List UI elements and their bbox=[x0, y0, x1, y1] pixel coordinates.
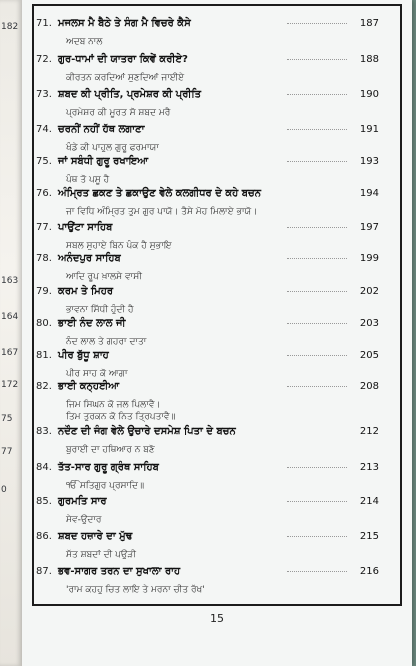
entry-title: ਅਨੰਦਪੁਰ ਸਾਹਿਬ bbox=[58, 253, 121, 264]
page-number: 15 bbox=[210, 612, 224, 625]
dot-leader bbox=[287, 323, 347, 324]
dot-leader bbox=[287, 129, 347, 130]
entry-subtitle: ਬੁਰਾਈ ਦਾ ਹਥਿਆਰ ਨ ਬਣੋ bbox=[66, 445, 155, 455]
entry-title: ਭਾਈ ਨੰਦ ਲਾਲ ਜੀ bbox=[58, 318, 126, 329]
book-page bbox=[22, 0, 412, 666]
entry-number: 87. bbox=[36, 566, 52, 577]
entry-title: ਨਦੌਣ ਦੀ ਜੰਗ ਵੇਲੇ ਉਚਾਰੇ ਦਸਮੇਸ਼ ਪਿਤਾ ਦੇ ਬਚਨ bbox=[58, 426, 236, 437]
edge-number: 172 bbox=[1, 380, 19, 390]
entry-subtitle: 'ਰਾਮ ਕਹਹੁ ਚਿਤ ਲਾਇ ਤੇ ਮਰਨਾ ਚੀਤ ਰੱਖ' bbox=[66, 585, 205, 595]
toc-entry bbox=[36, 566, 381, 596]
dot-leader bbox=[287, 258, 347, 259]
entry-title: ਜਾਂ ਸਬੰਧੀ ਗੁਰੂ ਰਖਾਇਆ bbox=[58, 156, 149, 167]
entry-number: 73. bbox=[36, 89, 52, 100]
entry-title: ਪੀਰ ਬੁੱਧੂ ਸ਼ਾਹ bbox=[58, 350, 109, 361]
toc-entry bbox=[36, 124, 381, 154]
entry-title: ਗੁਰਮਤਿ ਸਾਰ bbox=[58, 496, 107, 507]
entry-page-number: 213 bbox=[359, 462, 379, 473]
toc-entry bbox=[36, 350, 381, 380]
toc-entry bbox=[36, 18, 381, 48]
entry-page-number: 212 bbox=[359, 426, 379, 437]
toc-entry bbox=[36, 253, 381, 283]
entry-subtitle: ਜਾ ਵਿਧਿ ਅੰਮ੍ਰਿਤ ਤੁਮ ਗੁਰ ਪਾਯੋ। ਤੈਸੇ ਮੋਹ ਮਿਲਾਏ ਭਾਯੋ। bbox=[66, 207, 258, 217]
entry-title: ਤੱਤ-ਸਾਰ ਗੁਰੂ ਗ੍ਰੰਥ ਸਾਹਿਬ bbox=[58, 462, 159, 473]
edge-number: 163 bbox=[1, 276, 19, 286]
entry-number: 80. bbox=[36, 318, 52, 329]
edge-number: 0 bbox=[1, 485, 7, 495]
edge-number: 77 bbox=[1, 447, 13, 457]
dot-leader bbox=[287, 501, 347, 502]
entry-subtitle: ਪੀਰ ਸਾਹ ਕੋ ਆਗਾ bbox=[66, 369, 128, 379]
entry-number: 79. bbox=[36, 286, 52, 297]
entry-number: 84. bbox=[36, 462, 52, 473]
entry-title: ਭਵ-ਸਾਗਰ ਤਰਨ ਦਾ ਸੁਖਾਲਾ ਰਾਹ bbox=[58, 566, 181, 577]
toc-entry bbox=[36, 156, 381, 186]
entry-subtitle: ਕੀਰਤਨ ਕਰਦਿਆਂ ਸੁਣਦਿਆਂ ਜਾਈਏ bbox=[66, 73, 185, 83]
entry-subtitle: ਪੰਥ ਤੋ ਪਸੂ ਹੈ bbox=[66, 175, 110, 185]
entry-page-number: 194 bbox=[359, 188, 379, 199]
previous-page-edges bbox=[0, 0, 22, 666]
dot-leader bbox=[287, 355, 347, 356]
entry-number: 75. bbox=[36, 156, 52, 167]
dot-leader bbox=[287, 23, 347, 24]
toc-entry bbox=[36, 89, 381, 119]
entry-title: ਸ਼ਬਦ ਹਜ਼ਾਰੇ ਦਾ ਮੁੱਢ bbox=[58, 531, 133, 542]
entry-page-number: 208 bbox=[359, 381, 379, 392]
entry-page-number: 199 bbox=[359, 253, 379, 264]
edge-number: 167 bbox=[1, 348, 19, 358]
entry-page-number: 215 bbox=[359, 531, 379, 542]
entry-subtitle: ਸੇਵ-ਉਦਾਰ bbox=[66, 515, 102, 525]
toc-entry bbox=[36, 54, 381, 84]
entry-title: ਕਰਮ ਤੇ ਮਿਹਰ bbox=[58, 286, 114, 297]
entry-page-number: 188 bbox=[359, 54, 379, 65]
toc-entry bbox=[36, 496, 381, 526]
entry-page-number: 190 bbox=[359, 89, 379, 100]
dot-leader bbox=[287, 291, 347, 292]
toc-entry bbox=[36, 286, 381, 316]
entry-number: 81. bbox=[36, 350, 52, 361]
entry-subtitle: ਪ੍ਰਮੇਸ਼ਰ ਕੀ ਮੂਰਤ ਸੋ ਸ਼ਬਦ ਮਰੈ bbox=[66, 108, 171, 118]
entry-page-number: 197 bbox=[359, 222, 379, 233]
entry-page-number: 216 bbox=[359, 566, 379, 577]
dot-leader bbox=[287, 94, 347, 95]
entry-number: 76. bbox=[36, 188, 52, 199]
entry-page-number: 187 bbox=[359, 18, 379, 29]
dot-leader bbox=[287, 467, 347, 468]
entry-page-number: 205 bbox=[359, 350, 379, 361]
entry-page-number: 193 bbox=[359, 156, 379, 167]
entry-title: ਸ਼ਬਦ ਕੀ ਪ੍ਰੀਤਿ, ਪ੍ਰਮੇਸ਼ਰ ਕੀ ਪ੍ਰੀਤਿ bbox=[58, 89, 202, 100]
toc-entry bbox=[36, 222, 381, 252]
dot-leader bbox=[287, 536, 347, 537]
entry-number: 85. bbox=[36, 496, 52, 507]
edge-number: 164 bbox=[1, 312, 19, 322]
entry-number: 86. bbox=[36, 531, 52, 542]
entry-page-number: 214 bbox=[359, 496, 379, 507]
entry-subtitle: ਭਾਵਨਾ ਸਿੱਧੀ ਹੁੰਦੀ ਹੈ bbox=[66, 305, 134, 315]
entry-subtitle: ਖੰਡੇ ਕੀ ਪਾਹੁਲ ਗੁਰੂ ਫਰਮਾਯਾ bbox=[66, 143, 159, 153]
entry-number: 71. bbox=[36, 18, 52, 29]
toc-entry bbox=[36, 462, 381, 492]
entry-subtitle-line-2: ਤਿਮ ਤੁਰਕਨ ਕੋ ਨਿਤ ਤ੍ਰਿਪਤਾਵੈ॥ bbox=[66, 412, 176, 422]
toc-entry bbox=[36, 381, 381, 423]
entry-title: ਅੰਮ੍ਰਿਤ ਛਕਣ ਤੇ ਛਕਾਉਣ ਵੇਲੇ ਕਲਗੀਧਰ ਦੇ ਕਹੇ ਬਚਨ bbox=[58, 188, 262, 199]
entry-title: ਮਜਲਸ ਮੈ ਬੈਠੇ ਤੇ ਸੰਗ ਮੈ ਵਿਚਰੇ ਕੈਸੇ bbox=[58, 18, 191, 29]
entry-subtitle: ਜਿਮ ਸਿਘਨ ਕੋ ਜਲ ਪਿਲਾਵੈ। bbox=[66, 400, 161, 410]
entry-number: 83. bbox=[36, 426, 52, 437]
toc-entry bbox=[36, 531, 381, 561]
dot-leader bbox=[287, 386, 347, 387]
dot-leader bbox=[287, 227, 347, 228]
entry-title: ਚਰਨੀਂ ਨਹੀਂ ਹੱਥ ਲਗਾਣਾ bbox=[58, 124, 145, 135]
entry-subtitle: ਸੱਤ ਸ਼ਬਦਾਂ ਦੀ ਪਉੜੀ bbox=[66, 550, 137, 560]
edge-number: 75 bbox=[1, 414, 13, 424]
entry-number: 72. bbox=[36, 54, 52, 65]
toc-entry bbox=[36, 188, 381, 218]
dot-leader bbox=[287, 571, 347, 572]
entry-subtitle: ੴ ਸਤਿਗੁਰ ਪ੍ਰਸਾਦਿ॥ bbox=[66, 481, 145, 491]
entry-title: ਪਾਉਂਟਾ ਸਾਹਿਬ bbox=[58, 222, 113, 233]
entry-page-number: 203 bbox=[359, 318, 379, 329]
entry-page-number: 202 bbox=[359, 286, 379, 297]
entry-title: ਭਾਈ ਕਨ੍ਹਈਆ bbox=[58, 381, 120, 392]
dot-leader bbox=[287, 59, 347, 60]
entry-number: 77. bbox=[36, 222, 52, 233]
entry-subtitle: ਸਬਲ ਸੁਹਾਏ ਬਿਨ ਪੰਕ ਹੈ ਸੁਭਾਇ bbox=[66, 241, 172, 251]
entry-page-number: 191 bbox=[359, 124, 379, 135]
entry-number: 78. bbox=[36, 253, 52, 264]
entry-subtitle: ਅਦਬ ਨਾਲ bbox=[66, 37, 103, 47]
entry-number: 74. bbox=[36, 124, 52, 135]
entry-subtitle: ਨੰਦ ਲਾਲ ਤੇ ਗਹਰਾ ਦਾਤਾ bbox=[66, 337, 147, 347]
edge-number: 182 bbox=[1, 22, 19, 32]
dot-leader bbox=[287, 161, 347, 162]
entry-number: 82. bbox=[36, 381, 52, 392]
entry-subtitle: ਆਦਿ ਰੂਪ ਖ਼ਾਲਸੇ ਵਾਸੀ bbox=[66, 272, 142, 282]
toc-entry bbox=[36, 426, 381, 456]
entry-title: ਗੁਰ-ਧਾਮਾਂ ਦੀ ਯਾਤਰਾ ਕਿਵੇਂ ਕਰੀਏ? bbox=[58, 54, 188, 65]
toc-entry bbox=[36, 318, 381, 348]
